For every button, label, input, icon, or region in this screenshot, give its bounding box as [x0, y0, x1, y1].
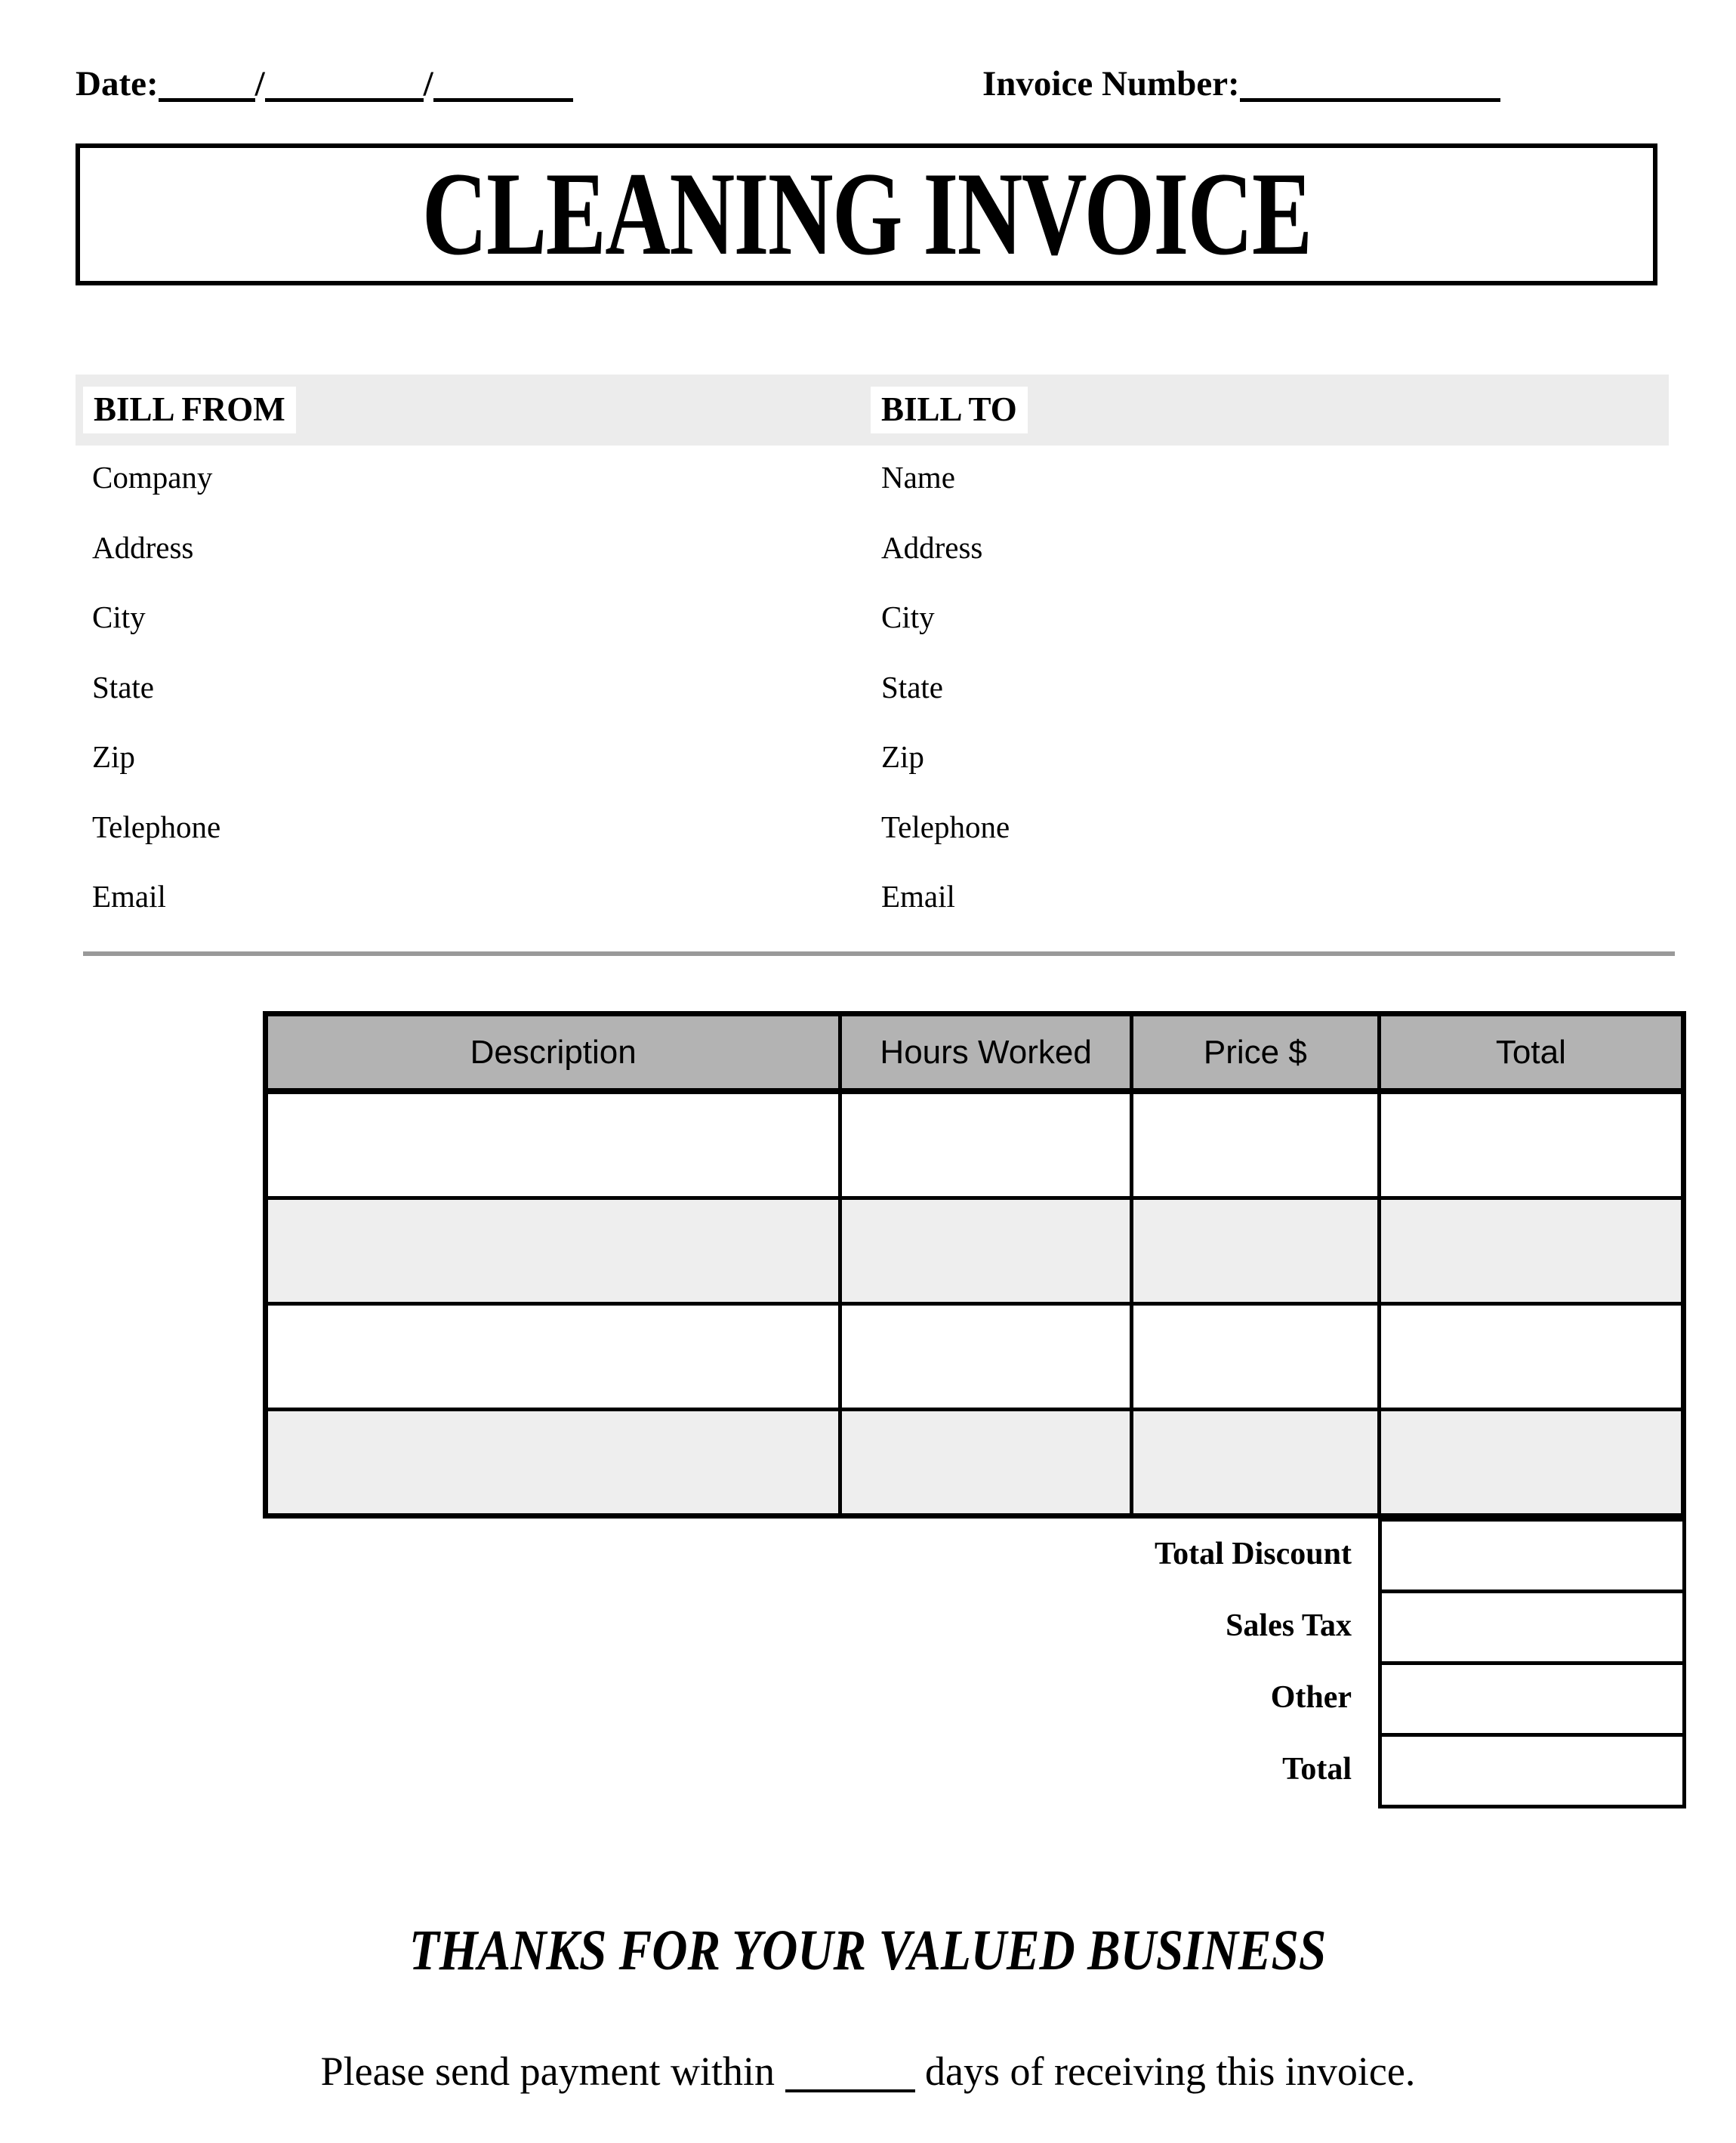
payment-days-blank[interactable] — [785, 2067, 915, 2092]
item-cell[interactable] — [842, 1094, 1129, 1196]
items-table — [263, 1011, 1686, 1519]
total-value-box[interactable] — [1378, 1733, 1686, 1808]
date-label: Date: — [76, 64, 159, 103]
payment-note-prefix: Please send payment within — [320, 2049, 775, 2094]
item-cell[interactable] — [842, 1306, 1129, 1408]
bill-to-field-label: Telephone — [881, 809, 1010, 844]
bill-from-field-label: City — [92, 600, 146, 634]
bill-to-field-label: Email — [881, 879, 955, 914]
bill-to-field-label: Address — [881, 529, 983, 565]
item-cell[interactable] — [1133, 1411, 1377, 1513]
date-separator: / — [423, 64, 433, 103]
bill-from-field-label: Address — [92, 529, 194, 565]
column-header-hours-worked: Hours Worked — [842, 1016, 1129, 1090]
bill-from-field-label: State — [92, 669, 154, 705]
date-month-blank[interactable] — [159, 76, 255, 102]
item-cell[interactable] — [1133, 1094, 1377, 1196]
section-divider — [83, 951, 1675, 956]
title-box — [76, 143, 1657, 285]
bill-to-field-label: City — [881, 600, 935, 634]
other-label: Other — [1270, 1679, 1352, 1715]
bill-to-field-label: State — [881, 669, 943, 705]
date-separator: / — [254, 64, 265, 103]
other-value-box[interactable] — [1378, 1661, 1686, 1737]
total-label: Total — [1282, 1751, 1352, 1787]
item-cell[interactable] — [268, 1411, 838, 1513]
sales-tax-label: Sales Tax — [1226, 1608, 1352, 1643]
sales-tax-value-box[interactable] — [1378, 1590, 1686, 1665]
item-cell[interactable] — [268, 1094, 838, 1196]
item-cell[interactable] — [268, 1200, 838, 1302]
payment-note-suffix: days of receiving this invoice. — [925, 2049, 1416, 2094]
bill-from-field-label: Email — [92, 879, 166, 914]
date-year-blank[interactable] — [433, 76, 573, 102]
invoice-number-label: Invoice Number: — [982, 64, 1240, 103]
page-title: CLEANING INVOICE — [421, 148, 1312, 280]
bill-from-field-label: Telephone — [92, 809, 221, 844]
column-header-price: Price $ — [1133, 1016, 1377, 1090]
total-discount-label: Total Discount — [1154, 1536, 1352, 1571]
column-header-total: Total — [1381, 1016, 1681, 1090]
column-header-description: Description — [268, 1016, 838, 1090]
thanks-line — [0, 1918, 1736, 1984]
date-day-blank[interactable] — [265, 76, 424, 102]
bill-from-fields — [92, 442, 220, 932]
item-cell[interactable] — [268, 1306, 838, 1408]
thanks-message: THANKS FOR YOUR VALUED BUSINESS — [409, 1919, 1327, 1982]
item-cell[interactable] — [842, 1411, 1129, 1513]
item-cell[interactable] — [1133, 1306, 1377, 1408]
bill-to-field-label: Name — [881, 460, 955, 495]
item-cell[interactable] — [1381, 1411, 1681, 1513]
invoice-number-blank[interactable] — [1240, 76, 1500, 102]
bill-from-field-label: Company — [92, 460, 213, 495]
payment-note — [0, 2048, 1736, 2095]
item-cell[interactable] — [842, 1200, 1129, 1302]
bill-from-header: BILL FROM — [83, 387, 296, 433]
date-line — [76, 63, 573, 104]
item-cell[interactable] — [1381, 1200, 1681, 1302]
bill-to-header: BILL TO — [871, 387, 1028, 433]
invoice-number-line — [982, 63, 1500, 104]
total-discount-value-box[interactable] — [1378, 1518, 1686, 1593]
item-cell[interactable] — [1381, 1094, 1681, 1196]
item-cell[interactable] — [1381, 1306, 1681, 1408]
bill-from-field-label: Zip — [92, 739, 135, 774]
item-cell[interactable] — [1133, 1200, 1377, 1302]
bill-to-fields — [881, 442, 1010, 932]
bill-to-field-label: Zip — [881, 739, 924, 774]
